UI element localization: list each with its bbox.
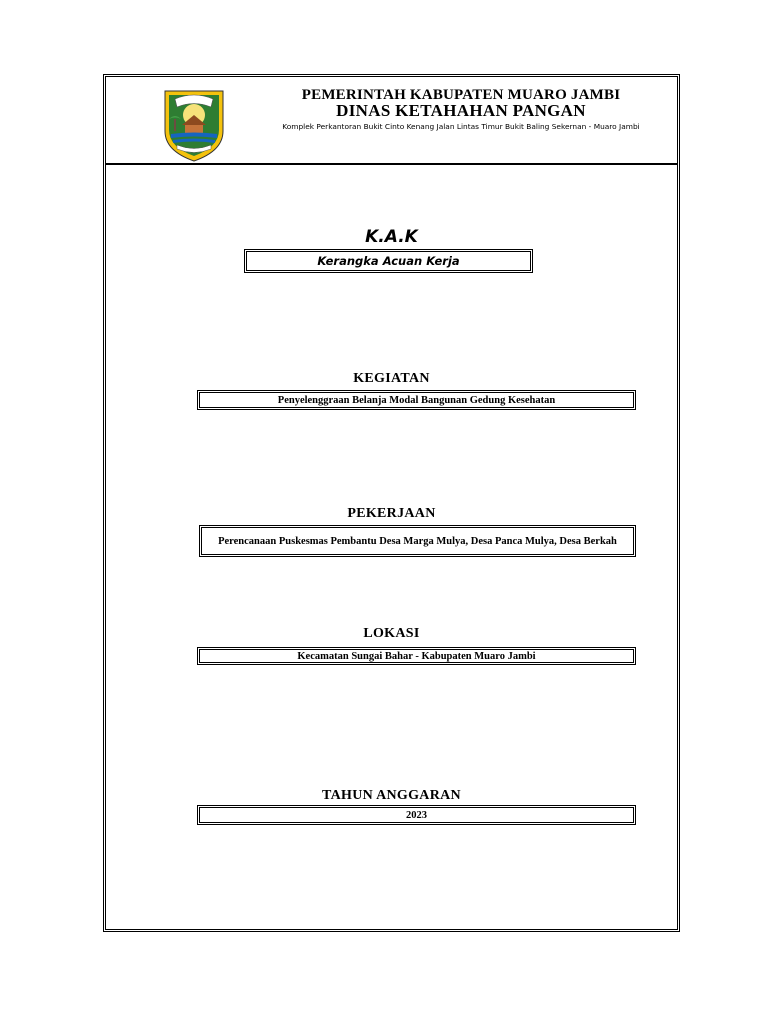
government-name: PEMERINTAH KABUPATEN MUARO JAMBI — [301, 87, 621, 103]
muaro-jambi-emblem-icon — [161, 85, 227, 163]
document-frame — [103, 74, 680, 932]
office-address: Komplek Perkantoran Bukit Cinto Kenang Jalan Lintas Timur Bukit Baling Sekernan - Muaro Jambi — [282, 122, 640, 131]
pekerjaan-box — [199, 525, 636, 557]
tahun-anggaran-box — [197, 805, 636, 825]
document-title-box — [244, 249, 533, 273]
pekerjaan-label: PEKERJAAN — [347, 506, 436, 521]
tahun-anggaran-value: 2023 — [406, 809, 427, 821]
lokasi-label: LOKASI — [363, 626, 420, 641]
kegiatan-value: Penyelenggraan Belanja Modal Bangunan Gedung Kesehatan — [277, 394, 556, 406]
agency-name: DINAS KETAHAHAN PANGAN — [336, 101, 586, 120]
pekerjaan-value: Perencanaan Puskesmas Pembantu Desa Marga Mulya, Desa Panca Mulya, Desa Berkah — [218, 535, 617, 547]
document-title: Kerangka Acuan Kerja — [317, 254, 460, 268]
kegiatan-label: KEGIATAN — [353, 371, 430, 386]
lokasi-box — [197, 647, 636, 665]
kegiatan-box — [197, 390, 636, 410]
lokasi-value: Kecamatan Sungai Bahar - Kabupaten Muaro Jambi — [297, 650, 536, 662]
letterhead — [106, 77, 677, 165]
tahun-anggaran-label: TAHUN ANGGARAN — [322, 788, 461, 803]
document-abbr: K.A.K — [365, 227, 418, 247]
